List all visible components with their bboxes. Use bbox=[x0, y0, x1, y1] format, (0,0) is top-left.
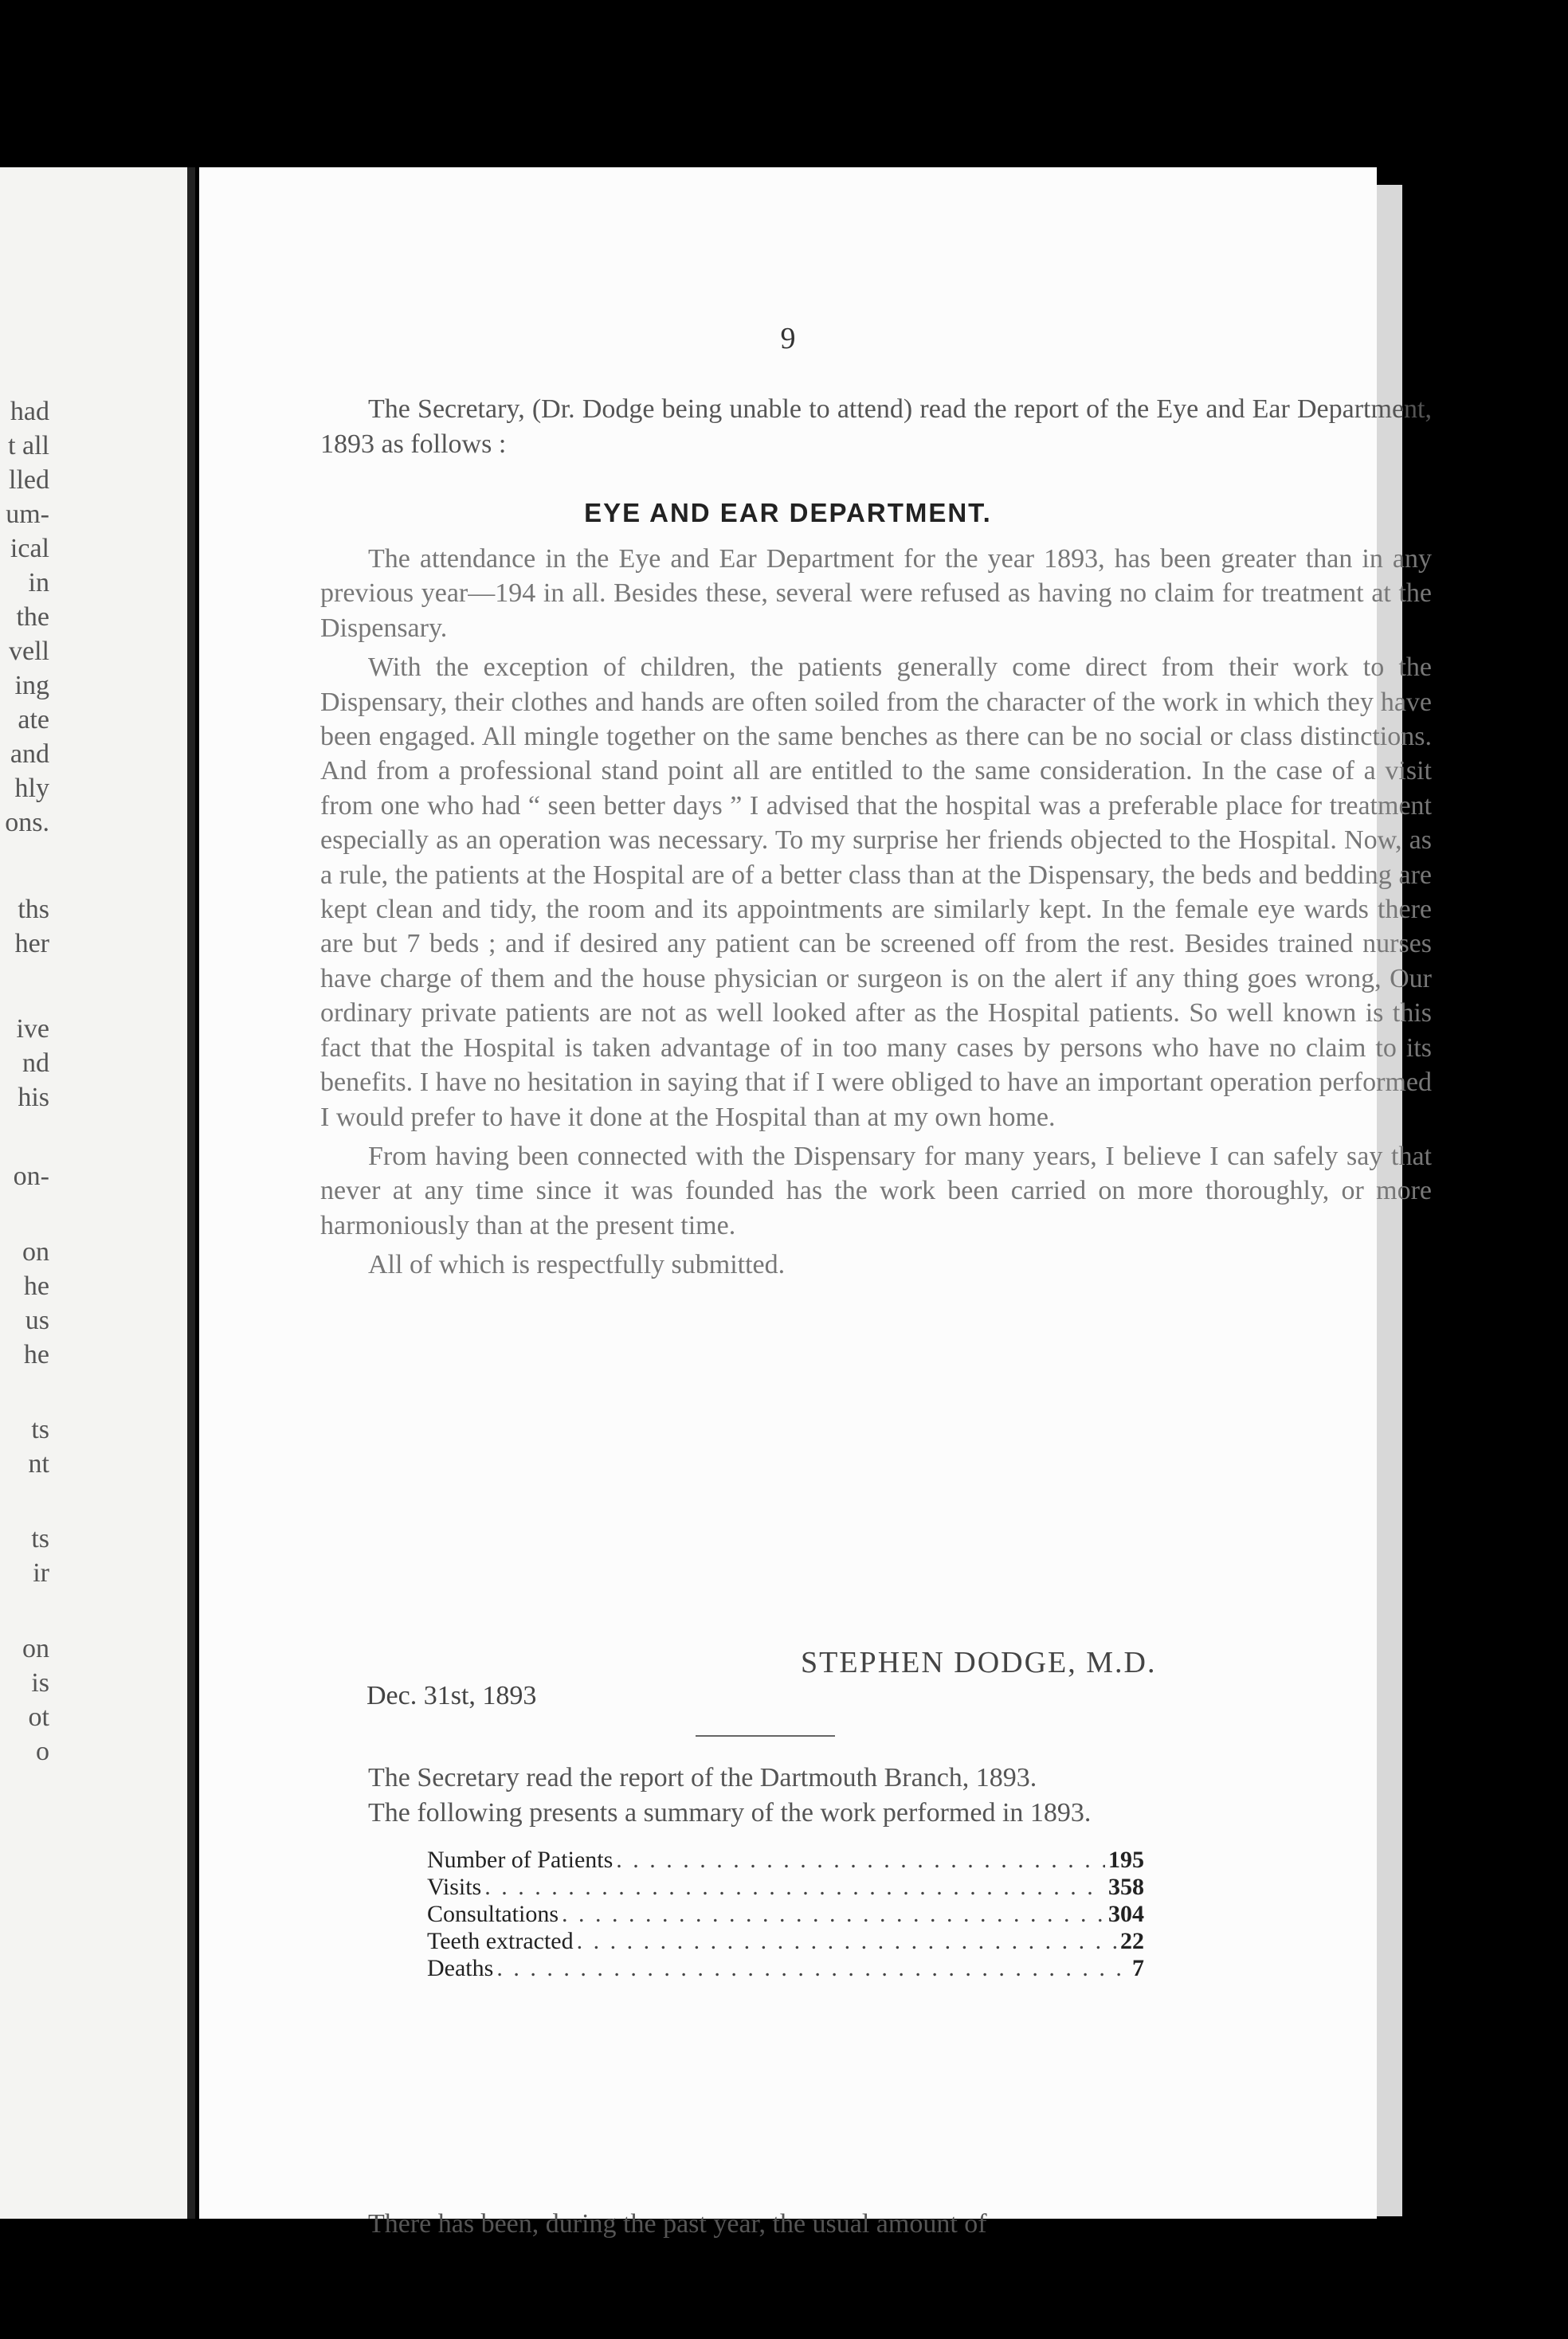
summary-label: Teeth extracted bbox=[427, 1928, 574, 1954]
left-fragment: the bbox=[16, 602, 49, 632]
summary-label: Deaths bbox=[427, 1955, 494, 1981]
summary-label: Visits bbox=[427, 1874, 482, 1900]
report-paragraph: All of which is respectfully submitted. bbox=[368, 1250, 786, 1280]
summary-row bbox=[427, 1874, 1144, 1901]
leader-dots bbox=[496, 1955, 1129, 1982]
left-fragment: he bbox=[23, 1340, 49, 1369]
left-fragment: vell bbox=[9, 637, 49, 666]
left-fragment: on bbox=[22, 1634, 49, 1663]
left-fragment: ir bbox=[33, 1558, 49, 1588]
left-fragment: nt bbox=[28, 1449, 49, 1479]
report-paragraph: The attendance in the Eye and Ear Department for the year 1893, has been greater than in any previous year—194 in all. Besides these, several were refused as having no claim for treatment at the Dispensary. bbox=[320, 544, 1432, 643]
left-fragment: ate bbox=[18, 705, 49, 735]
left-fragment: nd bbox=[22, 1048, 49, 1078]
left-fragment: on- bbox=[13, 1162, 49, 1191]
facing-page bbox=[0, 167, 195, 2219]
summary-label: Number of Patients bbox=[427, 1847, 613, 1873]
left-fragment: had bbox=[10, 397, 49, 426]
left-fragment: hly bbox=[14, 774, 49, 803]
summary-row bbox=[427, 1955, 1144, 1982]
page-number: 9 bbox=[780, 322, 796, 355]
left-fragment: ing bbox=[14, 671, 49, 700]
left-fragment: ths bbox=[18, 895, 49, 924]
summary-row bbox=[427, 1901, 1144, 1928]
section-divider bbox=[696, 1735, 835, 1737]
left-fragment: her bbox=[14, 929, 49, 958]
document-page bbox=[199, 167, 1432, 2239]
report-date: Dec. 31st, 1893 bbox=[367, 1681, 537, 1710]
summary-label: Consultations bbox=[427, 1901, 559, 1927]
left-fragment: in bbox=[28, 568, 49, 597]
report-body bbox=[320, 542, 1432, 1287]
left-fragment: ts bbox=[31, 1415, 49, 1444]
dartmouth-section bbox=[320, 1761, 1432, 1831]
left-fragment: o bbox=[36, 1737, 49, 1766]
summary-value: 22 bbox=[1120, 1928, 1144, 1954]
summary-intro: The following presents a summary of the work performed in 1893. bbox=[368, 1798, 1092, 1828]
left-fragment: and bbox=[10, 739, 49, 769]
leader-dots bbox=[562, 1901, 1105, 1928]
left-fragment: ts bbox=[31, 1524, 49, 1553]
summary-table bbox=[427, 1847, 1144, 1982]
left-fragment: um- bbox=[6, 500, 49, 529]
closing-line: There has been, during the past year, the usual amount of bbox=[368, 2209, 987, 2239]
dartmouth-intro: The Secretary read the report of the Dartmouth Branch, 1893. bbox=[368, 1763, 1037, 1792]
leader-dots bbox=[577, 1928, 1117, 1955]
summary-value: 358 bbox=[1108, 1874, 1144, 1900]
left-fragment: ons. bbox=[5, 808, 49, 837]
left-fragment: ical bbox=[10, 534, 49, 563]
summary-row bbox=[427, 1928, 1144, 1955]
left-fragment: he bbox=[23, 1271, 49, 1301]
left-fragment: ot bbox=[28, 1702, 49, 1732]
report-paragraph: From having been connected with the Dispensary for many years, I believe I can safely say that never at any time since it was founded has the work been carried on more thoroughly, or more harmoniously than at the present time. bbox=[320, 1141, 1432, 1240]
intro-paragraph: The Secretary, (Dr. Dodge being unable to attend) read the report of the Eye and Ear Department, 1893 as follows : bbox=[320, 394, 1432, 459]
report-paragraph: With the exception of children, the patients generally come direct from their work to the Dispensary, their clothes and hands are often soiled from the character of the work in which they have been engaged. All mingle together on the same benches as there can be no social or class distinctions. And from a professional stand point all are entitled to the same consideration. In the case of a visit from one who had “ seen better days ” I advised that the hospital was a preferable place for treatment especially as an operation was necessary. To my surprise her friends objected to the Hospital. Now, as a rule, the patients at the Hospital are of a better class than at the Dispensary, the beds and bedding are kept clean and tidy, the room and its appointments are similarly kept. In the female eye wards there are but 7 beds ; and if desired any patient can be screened off from the rest. Besides trained nurses have charge of them and the house physician or surgeon is on the alert if any thing goes wrong, Our ordinary private patients are not as well looked after as the Hospital patients. So well known is this fact that the Hospital is taken advantage of in too many cases by persons who have no claim to its benefits. I have no hesitation in saying that if I were obliged to have an important operation performed I would prefer to have it done at the Hospital than at my own home. bbox=[320, 652, 1432, 1132]
left-fragment: lled bbox=[9, 465, 49, 495]
left-fragment: ive bbox=[16, 1014, 49, 1044]
summary-value: 7 bbox=[1132, 1955, 1144, 1981]
left-fragment: on bbox=[22, 1237, 49, 1267]
left-fragment: t all bbox=[8, 431, 49, 460]
signature: STEPHEN DODGE, M.D. bbox=[801, 1646, 1157, 1679]
summary-value: 195 bbox=[1108, 1847, 1144, 1873]
summary-row bbox=[427, 1847, 1144, 1874]
left-fragment: us bbox=[25, 1306, 49, 1335]
leader-dots bbox=[484, 1874, 1105, 1901]
left-fragment: his bbox=[18, 1083, 49, 1112]
left-fragment: is bbox=[31, 1668, 49, 1698]
summary-value: 304 bbox=[1108, 1901, 1144, 1927]
leader-dots bbox=[616, 1847, 1105, 1874]
section-heading: EYE AND EAR DEPARTMENT. bbox=[584, 498, 992, 527]
